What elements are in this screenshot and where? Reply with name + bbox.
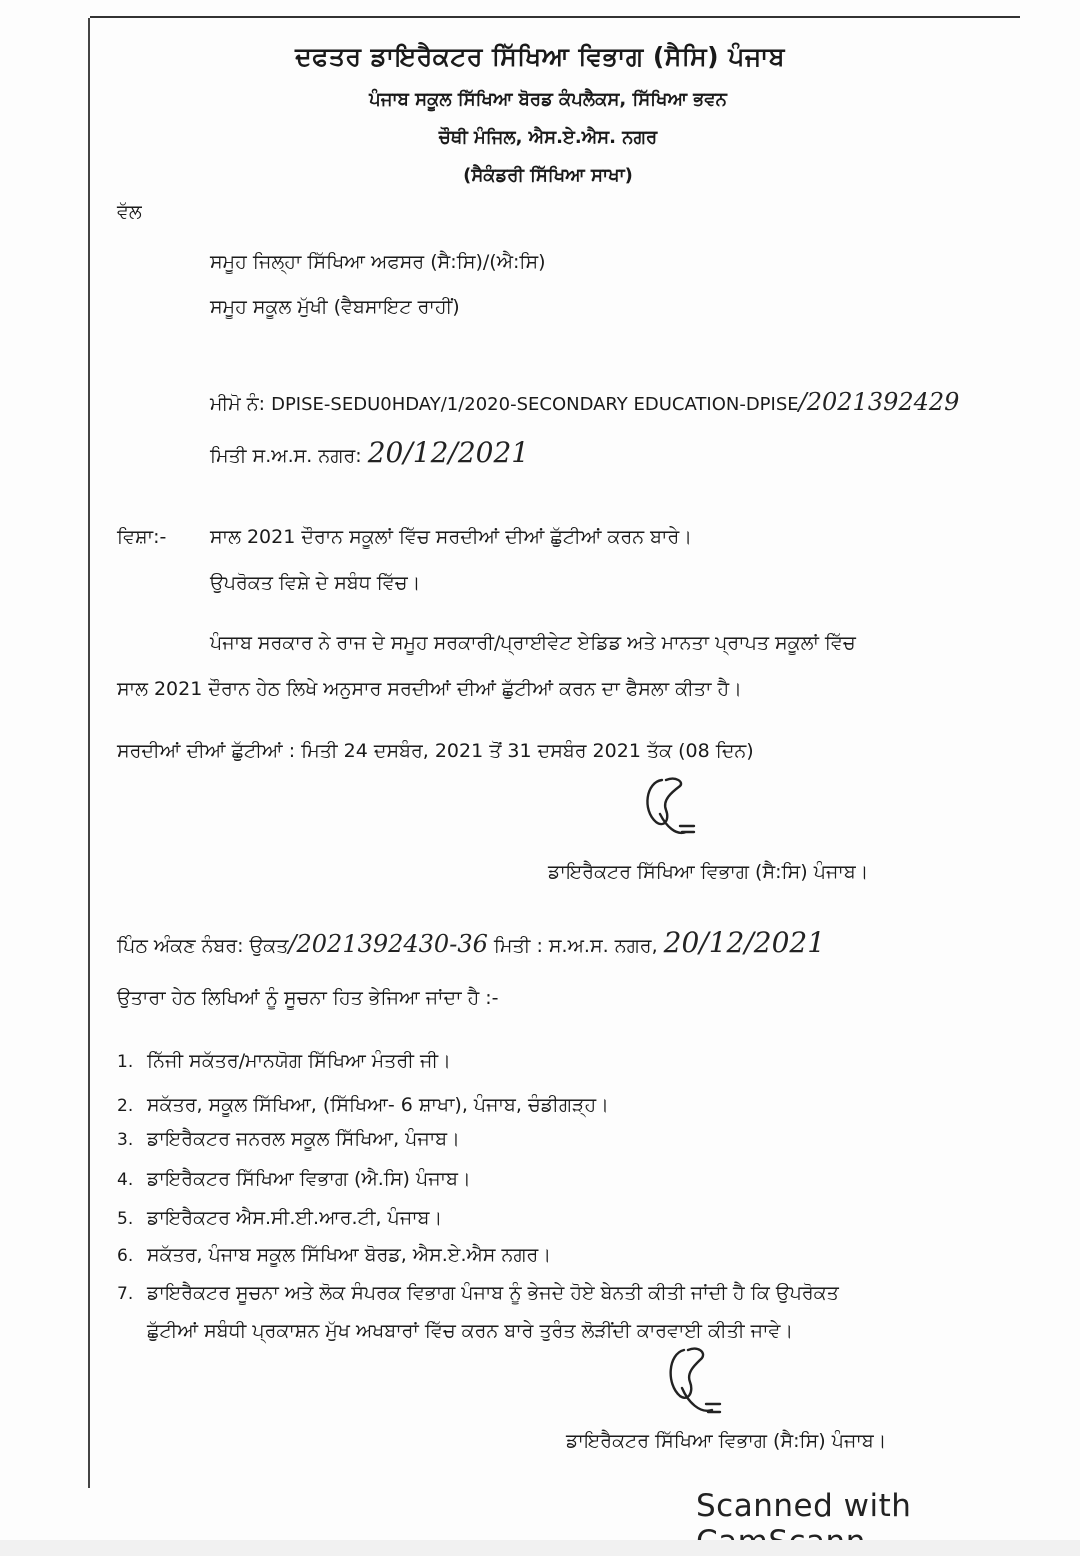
copy-item: 7. ਡਾਇਰੈਕਟਰ ਸੂਚਨਾ ਅਤੇ ਲੋਕ ਸੰਪਰਕ ਵਿਭਾਗ ਪੰਜਾਬ ਨੂੰ ਭੇਜਦੇ ਹੋਏ ਬੇਨਤੀ ਕੀਤੀ ਜਾਂਦੀ ਹੈ ਕਿ ਉਪਰੋਕਤ xyxy=(117,1282,839,1304)
subject-line1: ਸਾਲ 2021 ਦੌਰਾਨ ਸਕੂਲਾਂ ਵਿੱਚ ਸਰਦੀਆਂ ਦੀਆਂ ਛੁੱਟੀਆਂ ਕਰਨ ਬਾਰੇ। xyxy=(210,526,693,548)
copy-item: 1. ਨਿੱਜੀ ਸਕੱਤਰ/ਮਾਨਯੋਗ ਸਿੱਖਿਆ ਮੰਤਰੀ ਜੀ। xyxy=(117,1050,451,1072)
endorsement-handwritten-date: 20/12/2021 xyxy=(663,926,826,959)
top-border-line xyxy=(90,16,1020,18)
signature2-designation: ਡਾਇਰੈਕਟਰ ਸਿੱਖਿਆ ਵਿਭਾਗ (ਸੈ:ਸਿ) ਪੰਜਾਬ। xyxy=(566,1430,887,1452)
endorsement-intro: ਉਤਾਰਾ ਹੇਠ ਲਿਖਿਆਂ ਨੂੰ ਸੂਚਨਾ ਹਿਤ ਭੇਜਿਆ ਜਾਂਦਾ ਹੈ :- xyxy=(117,987,499,1009)
scanner-watermark: Scanned with xyxy=(696,1488,912,1524)
body-para1-line2: ਸਾਲ 2021 ਦੌਰਾਨ ਹੇਠ ਲਿਖੇ ਅਨੁਸਾਰ ਸਰਦੀਆਂ ਦੀਆਂ ਛੁੱਟੀਆਂ ਕਰਨ ਦਾ ਫੈਸਲਾ ਕੀਤਾ ਹੈ। xyxy=(117,678,742,700)
memo-date-label: ਮਿਤੀ ਸ.ਅ.ਸ. ਨਗਰ: xyxy=(210,445,362,467)
copy-item: 4. ਡਾਇਰੈਕਟਰ ਸਿੱਖਿਆ ਵਿਭਾਗ (ਐ.ਸਿ) ਪੰਜਾਬ। xyxy=(117,1168,471,1190)
signature-image-2 xyxy=(660,1340,750,1430)
office-title: ਦਫਤਰ ਡਾਇਰੈਕਟਰ ਸਿੱਖਿਆ ਵਿਭਾਗ (ਸੈਸਿ) ਪੰਜਾਬ xyxy=(295,42,785,71)
holiday-dates: ਸਰਦੀਆਂ ਦੀਆਂ ਛੁੱਟੀਆਂ : ਮਿਤੀ 24 ਦਸਬੰਰ, 2021 ਤੋਂ 31 ਦਸਬੰਰ 2021 ਤੱਕ (08 ਦਿਨ) xyxy=(117,740,754,762)
recipient-line2: ਸਮੂਹ ਸਕੂਲ ਮੁੱਖੀ (ਵੈਬਸਾਇਟ ਰਾਹੀਂ) xyxy=(210,296,460,318)
endorsement-label: ਪਿੰਠ ਅੰਕਣ ਨੰਬਰ: ਉਕਤ xyxy=(117,935,289,957)
office-address-line2: ਚੌਥੀ ਮੰਜਿਲ, ਐਸ.ਏ.ਐਸ. ਨਗਰ xyxy=(438,127,658,148)
copy-item: 3. ਡਾਇਰੈਕਟਰ ਜਨਰਲ ਸਕੂਲ ਸਿੱਖਿਆ, ਪੰਜਾਬ। xyxy=(117,1128,460,1150)
bottom-strip xyxy=(0,1540,1080,1556)
branch-name: (ਸੈਕੰਡਰੀ ਸਿੱਖਿਆ ਸਾਖਾ) xyxy=(463,165,633,186)
subject-label: ਵਿਸ਼ਾ:- xyxy=(117,526,167,548)
copy-item: 6. ਸਕੱਤਰ, ਪੰਜਾਬ ਸਕੂਲ ਸਿੱਖਿਆ ਬੋਰਡ, ਐਸ.ਏ.ਐਸ ਨਗਰ। xyxy=(117,1244,552,1266)
signature1-designation: ਡਾਇਰੈਕਟਰ ਸਿੱਖਿਆ ਵਿਭਾਗ (ਸੈ:ਸਿ) ਪੰਜਾਬ। xyxy=(548,861,869,883)
memo-reference: DPISE-SEDU0HDAY/1/2020-SECONDARY EDUCATION-DPISE xyxy=(271,394,799,415)
memo-label: ਮੀਮੋ ਨੰ: xyxy=(210,393,266,415)
endorsement-date-label: ਮਿਤੀ : ਸ.ਅ.ਸ. ਨਗਰ, xyxy=(493,935,658,957)
body-para1-line1: ਪੰਜਾਬ ਸਰਕਾਰ ਨੇ ਰਾਜ ਦੇ ਸਮੂਹ ਸਰਕਾਰੀ/ਪ੍ਰਾਈਵੇਟ ਏਡਿਡ ਅਤੇ ਮਾਨਤਾ ਪ੍ਰਾਪਤ ਸਕੂਲਾਂ ਵਿੱਚ xyxy=(210,632,856,654)
copy-item: 2. ਸਕੱਤਰ, ਸਕੂਲ ਸਿੱਖਿਆ, (ਸਿੱਖਿਆ- 6 ਸ਼ਾਖਾ), ਪੰਜਾਬ, ਚੰਡੀਗੜ੍ਹ। xyxy=(117,1094,609,1116)
signature-image-1 xyxy=(636,770,726,850)
subject-line2: ਉਪਰੋਕਤ ਵਿਸ਼ੇ ਦੇ ਸਬੰਧ ਵਿੱਚ। xyxy=(210,572,421,594)
memo-date-line xyxy=(210,436,529,469)
memo-handwritten-date: 20/12/2021 xyxy=(367,436,530,469)
recipient-line1: ਸਮੂਹ ਜਿਲ੍ਹਾ ਸਿੱਖਿਆ ਅਫਸਰ (ਸੈ:ਸਿ)/(ਐ:ਸਿ) xyxy=(210,251,546,273)
to-label: ਵੱਲ xyxy=(117,201,142,223)
endorsement-handwritten-number: /2021392430-36 xyxy=(288,930,488,958)
copy-item-continuation: ਛੁੱਟੀਆਂ ਸਬੰਧੀ ਪ੍ਰਕਾਸ਼ਨ ਮੁੱਖ ਅਖਬਾਰਾਂ ਵਿੱਚ ਕਰਨ ਬਾਰੇ ਤੁਰੰਤ ਲੋੜੀਂਦੀ ਕਾਰਵਾਈ ਕੀਤੀ ਜਾਵੇ। xyxy=(147,1320,794,1342)
office-address-line1: ਪੰਜਾਬ ਸਕੂਲ ਸਿੱਖਿਆ ਬੋਰਡ ਕੰਪਲੈਕਸ, ਸਿੱਖਿਆ ਭਵਨ xyxy=(369,89,727,110)
endorsement-line xyxy=(117,926,825,959)
left-border-line xyxy=(88,18,90,1488)
memo-handwritten-number: /2021392429 xyxy=(798,388,960,416)
memo-line xyxy=(210,388,959,416)
copy-item: 5. ਡਾਇਰੈਕਟਰ ਐਸ.ਸੀ.ਈ.ਆਰ.ਟੀ, ਪੰਜਾਬ। xyxy=(117,1207,443,1229)
